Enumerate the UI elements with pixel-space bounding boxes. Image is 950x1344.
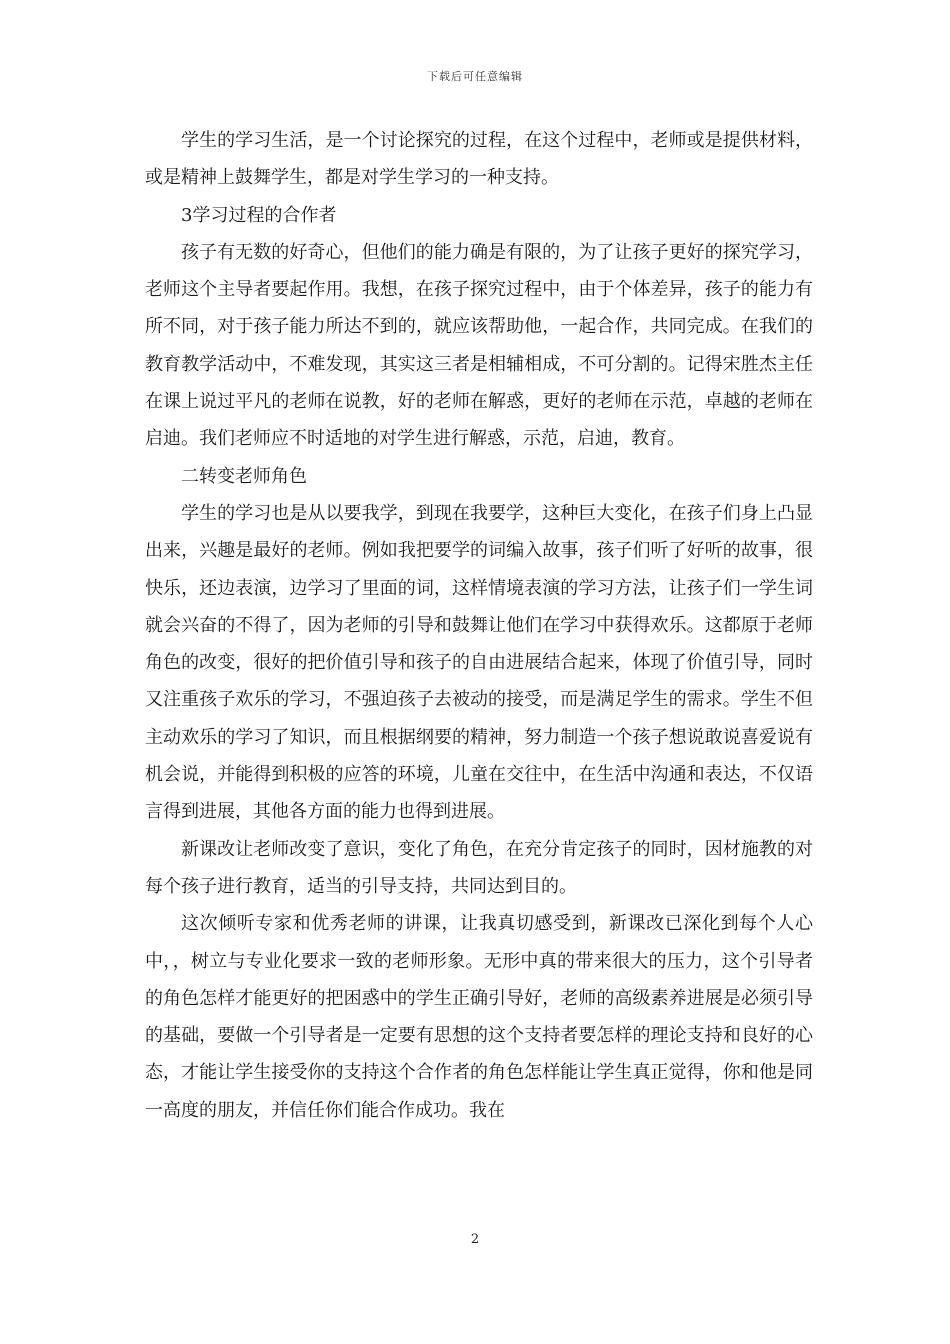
page-number: 2 bbox=[470, 1232, 480, 1247]
paragraph: 学生的学习生活，是一个讨论探究的过程，在这个过程中，老师或是提供材料，或是精神上鼓舞学生，都是对学生学习的一种支持。 bbox=[145, 130, 813, 189]
section-heading: 3学习过程的合作者 bbox=[181, 204, 337, 226]
page-header: 下载后可任意编辑 bbox=[427, 70, 523, 83]
paragraph: 孩子有无数的好奇心，但他们的能力确是有限的，为了让孩子更好的探究学习，老师这个主导者要起作用。我想，在孩子探究过程中，由于个体差异，孩子的能力有所不同，对于孩子能力所达不到的，就应该帮助他，一起合作，共同完成。在我们的教育教学活动中，不难发现，其实这三者是相辅相成，不可分割的。记得宋胜杰主任在课上说过平凡的老师在说教，好的老师在解惑，更好的老师在示范，卓越的老师在启迪。我们老师应不时适地的对学生进行解惑，示范，启迪，教育。 bbox=[145, 241, 813, 450]
paragraph: 学生的学习也是从以要我学，到现在我要学，这种巨大变化，在孩子们身上凸显出来，兴趣是最好的老师。例如我把要学的词编入故事，孩子们听了好听的故事，很快乐，还边表演，边学习了里面的词，这样情境表演的学习方法，让孩子们一学生词就会兴奋的不得了，因为老师的引导和鼓舞让他们在学习中获得欢乐。这都原于老师角色的改变，很好的把价值引导和孩子的自由进展结合起来，体现了价值引导，同时又注重孩子欢乐的学习，不强迫孩子去被动的接受，而是满足学生的需求。学生不但主动欢乐的学习了知识，而且根据纲要的精神，努力制造一个孩子想说敢说喜爱说有机会说，并能得到积极的应答的环境，儿童在交往中，在生活中沟通和表达，不仅语言得到进展，其他各方面的能力也得到进展。 bbox=[145, 502, 813, 823]
paragraph: 这次倾听专家和优秀老师的讲课，让我真切感受到，新课改已深化到每个人心中，，树立与专业化要求一致的老师形象。无形中真的带来很大的压力，这个引导者的角色怎样才能更好的把困惑中的学生正确引导好，老师的高级素养进展是必须引导的基础，要做一个引导者是一定要有思想的这个支持者要怎样的理论支持和良好的心态，才能让学生接受你的支持这个合作者的角色怎样能让学生真正觉得，你和他是同一高度的朋友，并信任你们能合作成功。我在 bbox=[145, 913, 813, 1121]
section-heading: 二转变老师角色 bbox=[181, 465, 307, 487]
document-body bbox=[145, 122, 813, 1129]
paragraph: 新课改让老师改变了意识，变化了角色，在充分肯定孩子的同时，因材施教的对每个孩子进行教育，适当的引导支持，共同达到目的。 bbox=[145, 838, 813, 897]
